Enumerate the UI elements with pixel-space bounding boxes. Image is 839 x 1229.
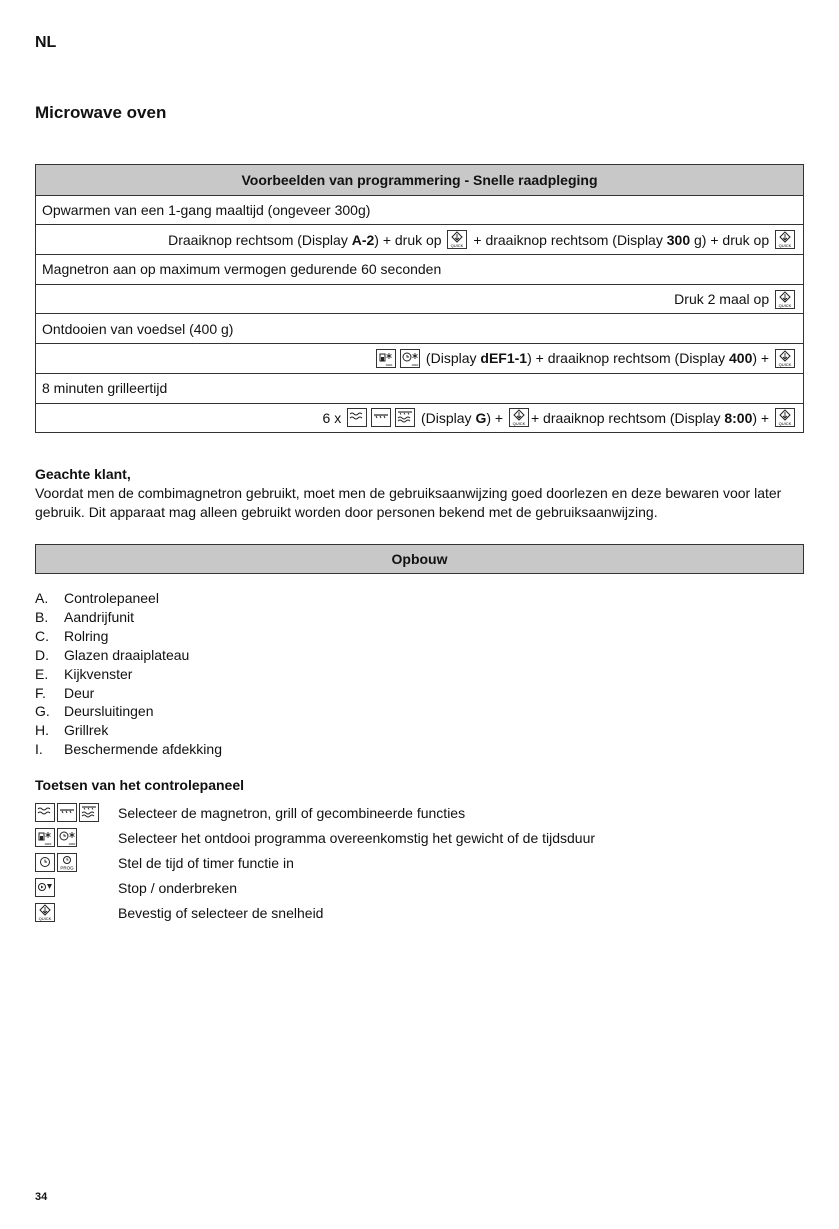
- greeting: Geachte klant,: [35, 466, 131, 482]
- key-row: [35, 800, 595, 825]
- quick-key-icon: [775, 230, 795, 249]
- instruction-text: (Display: [417, 409, 476, 426]
- svg-text:QUICK: QUICK: [451, 243, 464, 249]
- quick-key-icon: [35, 903, 55, 922]
- table-row-label: Magnetron aan op maximum vermogen gedurende 60 seconden: [36, 254, 803, 284]
- key-description: Selecteer het ontdooi programma overeenkomstig het gewicht of de tijdsduur: [118, 829, 596, 846]
- microwave-icon: [347, 408, 367, 427]
- display-value: 8:00: [724, 409, 753, 426]
- key-description: Stop / onderbreken: [118, 879, 238, 896]
- list-item: H. Grillrek: [35, 722, 109, 739]
- instruction-text: Druk 2 maal op: [674, 291, 773, 308]
- table-row-instruction: [36, 284, 803, 314]
- svg-text:QUICK: QUICK: [778, 421, 792, 427]
- page-title: Microwave oven: [35, 103, 167, 122]
- display-value: A-2: [351, 231, 375, 248]
- svg-text:QUICK: QUICK: [38, 916, 52, 921]
- quick-key-icon: [775, 408, 795, 427]
- stop-icon: [35, 878, 55, 897]
- key-description: Stel de tijd of timer functie in: [118, 854, 294, 871]
- svg-text:PROG: PROG: [60, 865, 74, 871]
- svg-text:QUICK: QUICK: [778, 361, 792, 367]
- grill-icon: [371, 408, 391, 427]
- display-value: 400: [729, 350, 753, 367]
- table-row-instruction: [36, 343, 803, 373]
- list-item: D. Glazen draaiplateau: [35, 646, 190, 663]
- svg-text:QUICK: QUICK: [778, 302, 792, 308]
- defrost-time-icon: [400, 349, 420, 368]
- key-row: [35, 850, 595, 875]
- instruction-text: + draaiknop rechtsom (Display: [530, 409, 725, 426]
- list-item: B. Aandrijfunit: [35, 608, 135, 625]
- language-code: NL: [35, 34, 57, 51]
- instruction-text: 6 x: [322, 409, 346, 426]
- microwave-icon: [35, 803, 55, 822]
- table-heading: Voorbeelden van programmering - Snelle raadpleging: [36, 165, 803, 195]
- list-item: F. Deur: [35, 684, 95, 701]
- key-row: [35, 900, 595, 925]
- instruction-text: ) + druk op: [374, 231, 446, 248]
- list-item: I. Beschermende afdekking: [35, 741, 222, 758]
- list-item: E. Kijkvenster: [35, 665, 133, 682]
- list-item: G. Deursluitingen: [35, 703, 154, 720]
- keys-list: [35, 800, 595, 925]
- quick-reference-table: [35, 164, 804, 433]
- combi-icon: [395, 408, 415, 427]
- quick-key-icon: [775, 290, 795, 309]
- svg-text:QUICK: QUICK: [512, 421, 526, 427]
- intro-section: [35, 465, 804, 522]
- table-row-instruction: [36, 403, 803, 433]
- defrost-weight-icon: [35, 828, 55, 847]
- quick-key-icon: [775, 349, 795, 368]
- svg-text:QUICK: QUICK: [778, 243, 792, 249]
- clock-icon: [35, 853, 55, 872]
- key-row: [35, 825, 595, 850]
- keys-section-title: Toetsen van het controlepaneel: [35, 777, 245, 793]
- instruction-text: + draaiknop rechtsom (Display: [469, 231, 667, 248]
- svg-text:ooo: ooo: [68, 841, 76, 846]
- key-description: Bevestig of selecteer de snelheid: [118, 904, 324, 921]
- table-row-label: Ontdooien van voedsel (400 g): [36, 313, 803, 343]
- defrost-time-icon: [57, 828, 77, 847]
- instruction-text: ) +: [752, 409, 773, 426]
- svg-text:ooo: ooo: [385, 361, 393, 367]
- table-row-label: 8 minuten grilleertijd: [36, 373, 803, 403]
- display-value: 300: [666, 231, 691, 248]
- list-item: A. Controlepaneel: [35, 590, 159, 606]
- instruction-text: ) + draaiknop rechtsom (Display: [527, 350, 730, 367]
- key-row: [35, 875, 595, 900]
- svg-text:ooo: ooo: [411, 361, 419, 367]
- instruction-text: Draaiknop rechtsom (Display: [168, 231, 352, 248]
- table-row-label: Opwarmen van een 1-gang maaltijd (ongeveer 300g): [36, 195, 803, 225]
- parts-list: [35, 589, 222, 759]
- instruction-text: g) + druk op: [690, 231, 773, 248]
- combi-icon: [79, 803, 99, 822]
- display-value: dEF1-1: [480, 350, 528, 367]
- prog-timer-icon: [57, 853, 77, 872]
- intro-body: Voordat men de combimagnetron gebruikt, moet men de gebruiksaanwijzing goed doorlezen en deze bewaren voor later gebruik. Dit apparaat mag alleen gebruikt worden door personen bekend met de gebruiksaanwijzing.: [35, 485, 782, 520]
- defrost-weight-icon: [376, 349, 396, 368]
- instruction-text: ) +: [752, 350, 773, 367]
- display-value: G: [475, 409, 487, 426]
- section-heading-opbouw: Opbouw: [35, 544, 804, 574]
- page-number: 34: [35, 1191, 48, 1203]
- quick-key-icon: [509, 408, 529, 427]
- instruction-text: ) +: [486, 409, 507, 426]
- quick-key-icon: [447, 230, 467, 249]
- grill-icon: [57, 803, 77, 822]
- svg-text:ooo: ooo: [44, 841, 52, 846]
- list-item: C. Rolring: [35, 627, 109, 644]
- key-description: Selecteer de magnetron, grill of gecombineerde functies: [118, 804, 466, 821]
- instruction-text: (Display: [422, 350, 481, 367]
- table-row-instruction: [36, 224, 803, 254]
